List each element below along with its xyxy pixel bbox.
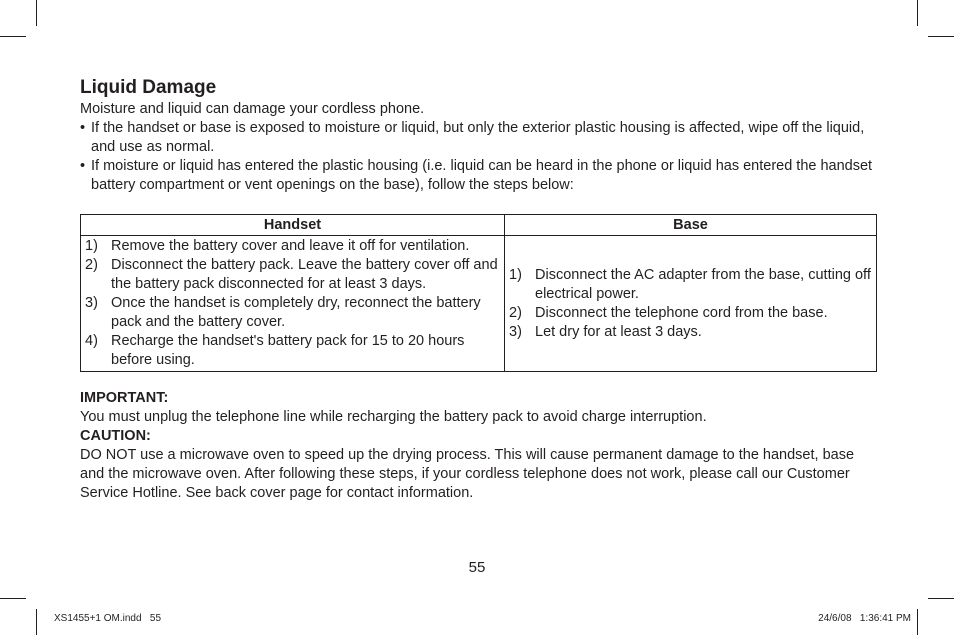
step-number: 3) [509,323,522,340]
list-item [509,323,872,342]
table-header-row [81,215,877,236]
bullet-list [80,119,876,195]
crop-mark-top-right-vertical [917,0,918,26]
step-text: Disconnect the battery pack. Leave the battery cover off and the battery pack disconnected for at least 3 days. [111,257,498,292]
crop-mark-bottom-left-vertical [36,609,37,635]
list-item [509,266,872,304]
step-number: 2) [85,257,98,273]
step-number: 1) [85,238,98,254]
handset-steps-list [85,237,500,370]
list-item [80,157,876,195]
crop-mark-top-left-horizontal [0,36,26,37]
step-text: Disconnect the AC adapter from the base, cutting off electrical power. [535,266,871,302]
bullet-text: If the handset or base is exposed to moisture or liquid, but only the exterior plastic housing is affected, wipe off the liquid, and use as normal. [91,120,865,155]
bullet-icon: • [80,158,86,174]
important-label: IMPORTANT: [80,390,169,406]
handset-column-header: Handset [81,215,505,236]
step-text: Remove the battery cover and leave it off for ventilation. [111,238,470,254]
step-text: Recharge the handset's battery pack for 15 to 20 hours before using. [111,333,465,368]
crop-mark-bottom-left-horizontal [0,598,26,599]
steps-table [80,214,877,372]
important-text: You must unplug the telephone line while recharging the battery pack to avoid charge interruption. [80,409,707,425]
bullet-icon: • [80,120,86,136]
list-item [85,237,500,256]
step-number: 3) [85,295,98,311]
list-item [509,304,872,323]
step-text: Let dry for at least 3 days. [535,323,702,340]
list-item [85,332,500,370]
intro-text: Moisture and liquid can damage your cordless phone. [80,101,425,117]
crop-mark-top-left-vertical [36,0,37,26]
step-number: 1) [509,266,522,283]
list-item [80,119,876,157]
step-number: 2) [509,304,522,321]
step-text: Once the handset is completely dry, reconnect the battery pack and the battery cover. [111,295,481,330]
table-row [81,236,877,372]
list-item [85,256,500,294]
crop-mark-bottom-right-vertical [917,609,918,635]
caution-text: DO NOT use a microwave oven to speed up the drying process. This will cause permanent damage to the handset, base and the microwave oven. After following these steps, if your cordless telephone does not work, please call our Customer Service Hotline. See back cover page for contact information. [80,447,855,501]
base-steps-list [509,266,872,342]
list-item [85,294,500,332]
step-number: 4) [85,333,98,349]
base-column-header: Base [505,215,877,236]
handset-steps-cell [81,236,505,372]
date-slug: 24/6/08 1:36:41 PM [818,613,911,624]
page-content [80,76,876,503]
page-number: 55 [468,559,486,576]
step-text: Disconnect the telephone cord from the base. [535,304,828,321]
crop-mark-top-right-horizontal [928,36,954,37]
file-slug: XS1455+1 OM.indd 55 [54,613,162,624]
crop-mark-bottom-right-horizontal [928,598,954,599]
notes-section [80,389,876,503]
bullet-text: If moisture or liquid has entered the plastic housing (i.e. liquid can be heard in the phone or liquid has entered the handset battery compartment or vent openings on the base), follow the steps below: [91,158,873,193]
page-title: Liquid Damage [80,77,217,98]
base-steps-cell [505,236,877,372]
caution-label: CAUTION: [80,428,151,444]
